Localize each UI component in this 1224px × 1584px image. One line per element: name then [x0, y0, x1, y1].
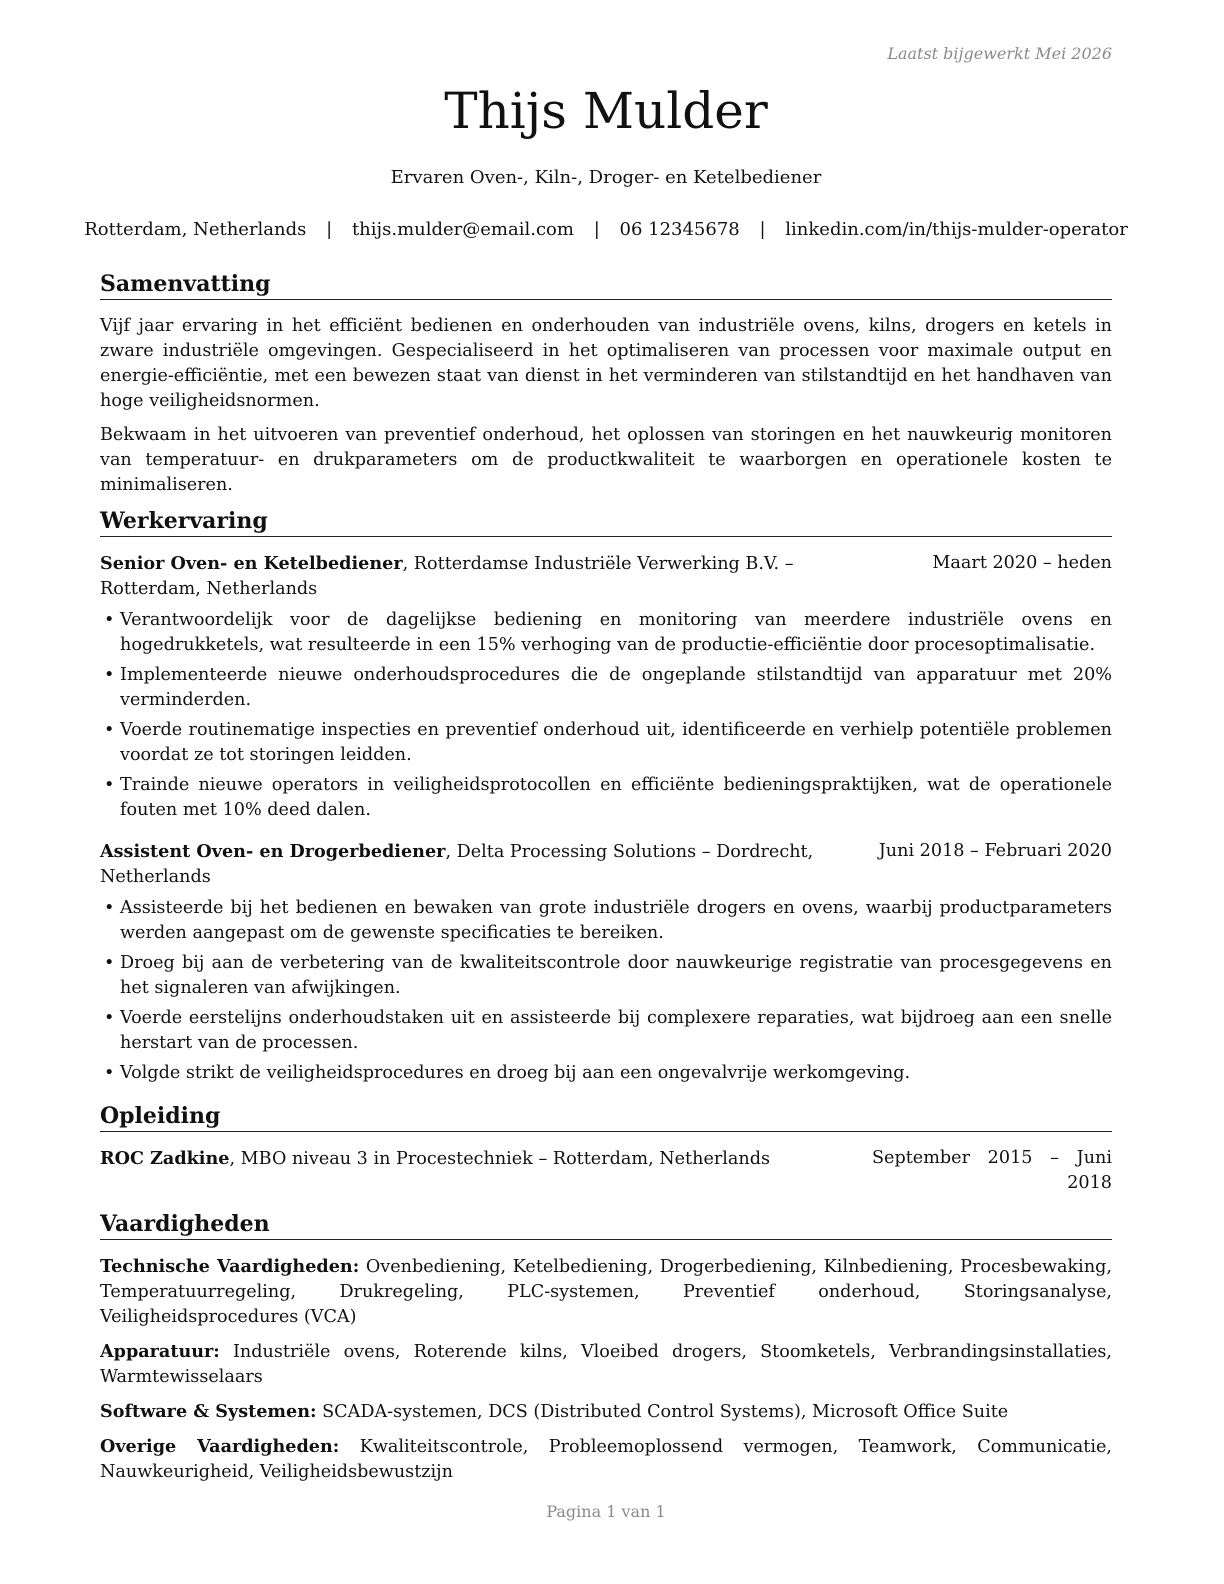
job-bullet — [100, 608, 1112, 658]
section-heading-education: Opleiding — [100, 1102, 1112, 1132]
education-section — [100, 1102, 1112, 1196]
summary-paragraph: Vijf jaar ervaring in het efficiënt bedienen en onderhouden van industriële ovens, kilns, drogers en ketels in zware industriële omgevingen. Gespecialiseerd in het optimaliseren van processen voor maximale output en energie-efficiëntie, met een bewezen staat van dienst in het verminderen van stilstandtijd en het handhaven van hoge veiligheidsnormen. — [100, 316, 1112, 411]
job-title-line — [100, 551, 932, 602]
education-entry — [100, 1146, 1112, 1196]
job-bullet — [100, 718, 1112, 768]
job-bullet-text: Trainde nieuwe operators in veiligheidsprotocollen en efficiënte bedieningspraktijken, wat de operationele fouten met 10% deed dalen. — [120, 775, 1112, 820]
job-bullet — [100, 1006, 1112, 1056]
job-dates: Maart 2020 – heden — [932, 553, 1112, 573]
contact-line — [84, 219, 1128, 241]
skills-section — [100, 1210, 1112, 1485]
page-number: Pagina 1 van 1 — [546, 1502, 666, 1521]
job-bullet-text: Implementeerde nieuwe onderhoudsprocedures die de ongeplande stilstandtijd van apparatuur met 20% verminderden. — [120, 665, 1112, 710]
job-bullet-text: Droeg bij aan de verbetering van de kwaliteitscontrole door nauwkeurige registratie van procesgegevens en het signaleren van afwijkingen. — [120, 953, 1112, 998]
education-title-line — [100, 1146, 872, 1172]
education-school: ROC Zadkine — [100, 1148, 230, 1169]
job-company: , Rotterdamse Industriële Verwerking B.V. – Rotterdam, Netherlands — [100, 554, 794, 599]
job-bullet — [100, 1061, 1112, 1086]
skill-group-text: Kwaliteitscontrole, Probleemoplossend vermogen, Teamwork, Communicatie, Nauwkeurigheid, Veiligheidsbewustzijn — [100, 1437, 1112, 1482]
contact-phone: 06 12345678 — [619, 219, 740, 240]
education-detail: , MBO niveau 3 in Procestechniek – Rotterdam, Netherlands — [229, 1149, 771, 1169]
bullet-icon: • — [104, 610, 115, 630]
job-dates: Juni 2018 – Februari 2020 — [878, 841, 1112, 861]
contact-email[interactable]: thijs.mulder@email.com — [351, 219, 574, 240]
bullet-icon: • — [104, 1008, 115, 1028]
job-bullet-text: Verantwoordelijk voor de dagelijkse bediening en monitoring van meerdere industriële ovens en hogedrukketels, wat resulteerde in een 15% verhoging van de productie-efficiëntie door procesoptimalisatie. — [120, 610, 1112, 655]
job-title-line — [100, 839, 879, 890]
job-bullet-text: Volgde strikt de veiligheidsprocedures en droeg bij aan een ongevalvrije werkomgeving. — [120, 1063, 911, 1083]
job-entry — [100, 551, 1112, 823]
contact-separator: | — [326, 219, 333, 240]
candidate-title: Ervaren Oven-, Kiln-, Droger- en Ketelbediener — [390, 167, 822, 188]
contact-separator: | — [759, 219, 766, 240]
last-updated-note: Laatst bijgewerkt Mei 2026 — [887, 44, 1112, 63]
job-bullet-list — [100, 896, 1112, 1086]
skill-group — [100, 1254, 1112, 1330]
section-heading-summary: Samenvatting — [100, 270, 1112, 300]
job-company: , Delta Processing Solutions – Dordrecht, Netherlands — [100, 842, 814, 887]
skill-group-label: Overige Vaardigheden: — [100, 1436, 340, 1457]
job-bullet-text: Voerde eerstelijns onderhoudstaken uit en assisteerde bij complexere reparaties, wat bijdroeg aan een snelle herstart van de processen. — [120, 1008, 1112, 1053]
resume-page — [84, 0, 1128, 1584]
job-bullet-text: Assisteerde bij het bedienen en bewaken van grote industriële drogers en ovens, waarbij productparameters werden aangepast om de gewenste specificaties te bereiken. — [120, 898, 1112, 943]
contact-linkedin[interactable]: linkedin.com/in/thijs-mulder-operator — [785, 219, 1128, 240]
contact-separator: | — [593, 219, 600, 240]
bullet-icon: • — [104, 665, 115, 685]
skill-group-text: SCADA-systemen, DCS (Distributed Control Systems), Microsoft Office Suite — [322, 1402, 1009, 1422]
job-bullet — [100, 896, 1112, 946]
job-header — [100, 551, 1112, 602]
contact-location: Rotterdam, Netherlands — [84, 219, 307, 240]
skill-group-label: Software & Systemen: — [100, 1401, 317, 1422]
section-heading-skills: Vaardigheden — [100, 1210, 1112, 1240]
bullet-icon: • — [104, 953, 115, 973]
section-heading-experience: Werkervaring — [100, 507, 1112, 537]
skill-group-label: Apparatuur: — [100, 1341, 220, 1362]
skill-group — [100, 1399, 1112, 1425]
job-bullet — [100, 773, 1112, 823]
job-bullet-list — [100, 608, 1112, 823]
summary-paragraph: Bekwaam in het uitvoeren van preventief onderhoud, het oplossen van storingen en het nauwkeurig monitoren van temperatuur- en drukparameters om de productkwaliteit te waarborgen en operationele kosten te minimaliseren. — [100, 425, 1112, 495]
skill-group-label: Technische Vaardigheden: — [100, 1256, 360, 1277]
job-entry — [100, 839, 1112, 1086]
bullet-icon: • — [104, 898, 115, 918]
education-dates: September 2015 – Juni 2018 — [872, 1148, 1112, 1193]
job-role: Senior Oven- en Ketelbediener — [100, 553, 403, 574]
skill-group — [100, 1339, 1112, 1390]
job-bullet — [100, 663, 1112, 713]
job-header — [100, 839, 1112, 890]
job-role: Assistent Oven- en Drogerbediener — [100, 841, 446, 862]
resume-content — [100, 270, 1112, 1494]
experience-section — [100, 507, 1112, 1086]
skill-group-text: Ovenbediening, Ketelbediening, Drogerbediening, Kilnbediening, Procesbewaking, Temperatuurregeling, Drukregeling, PLC-systemen, Preventief onderhoud, Storingsanalyse, Veiligheidsprocedures (VCA) — [100, 1257, 1113, 1327]
skill-group-text: Industriële ovens, Roterende kilns, Vloeibed drogers, Stoomketels, Verbrandingsinstallaties, Warmtewisselaars — [100, 1342, 1113, 1387]
bullet-icon: • — [104, 1063, 115, 1083]
bullet-icon: • — [104, 720, 115, 740]
candidate-name: Thijs Mulder — [444, 82, 768, 140]
summary-section — [100, 270, 1112, 498]
bullet-icon: • — [104, 775, 115, 795]
job-bullet — [100, 951, 1112, 1001]
job-bullet-text: Voerde routinematige inspecties en preventief onderhoud uit, identificeerde en verhielp potentiële problemen voordat ze tot storingen leidden. — [120, 720, 1112, 765]
skill-group — [100, 1434, 1112, 1485]
